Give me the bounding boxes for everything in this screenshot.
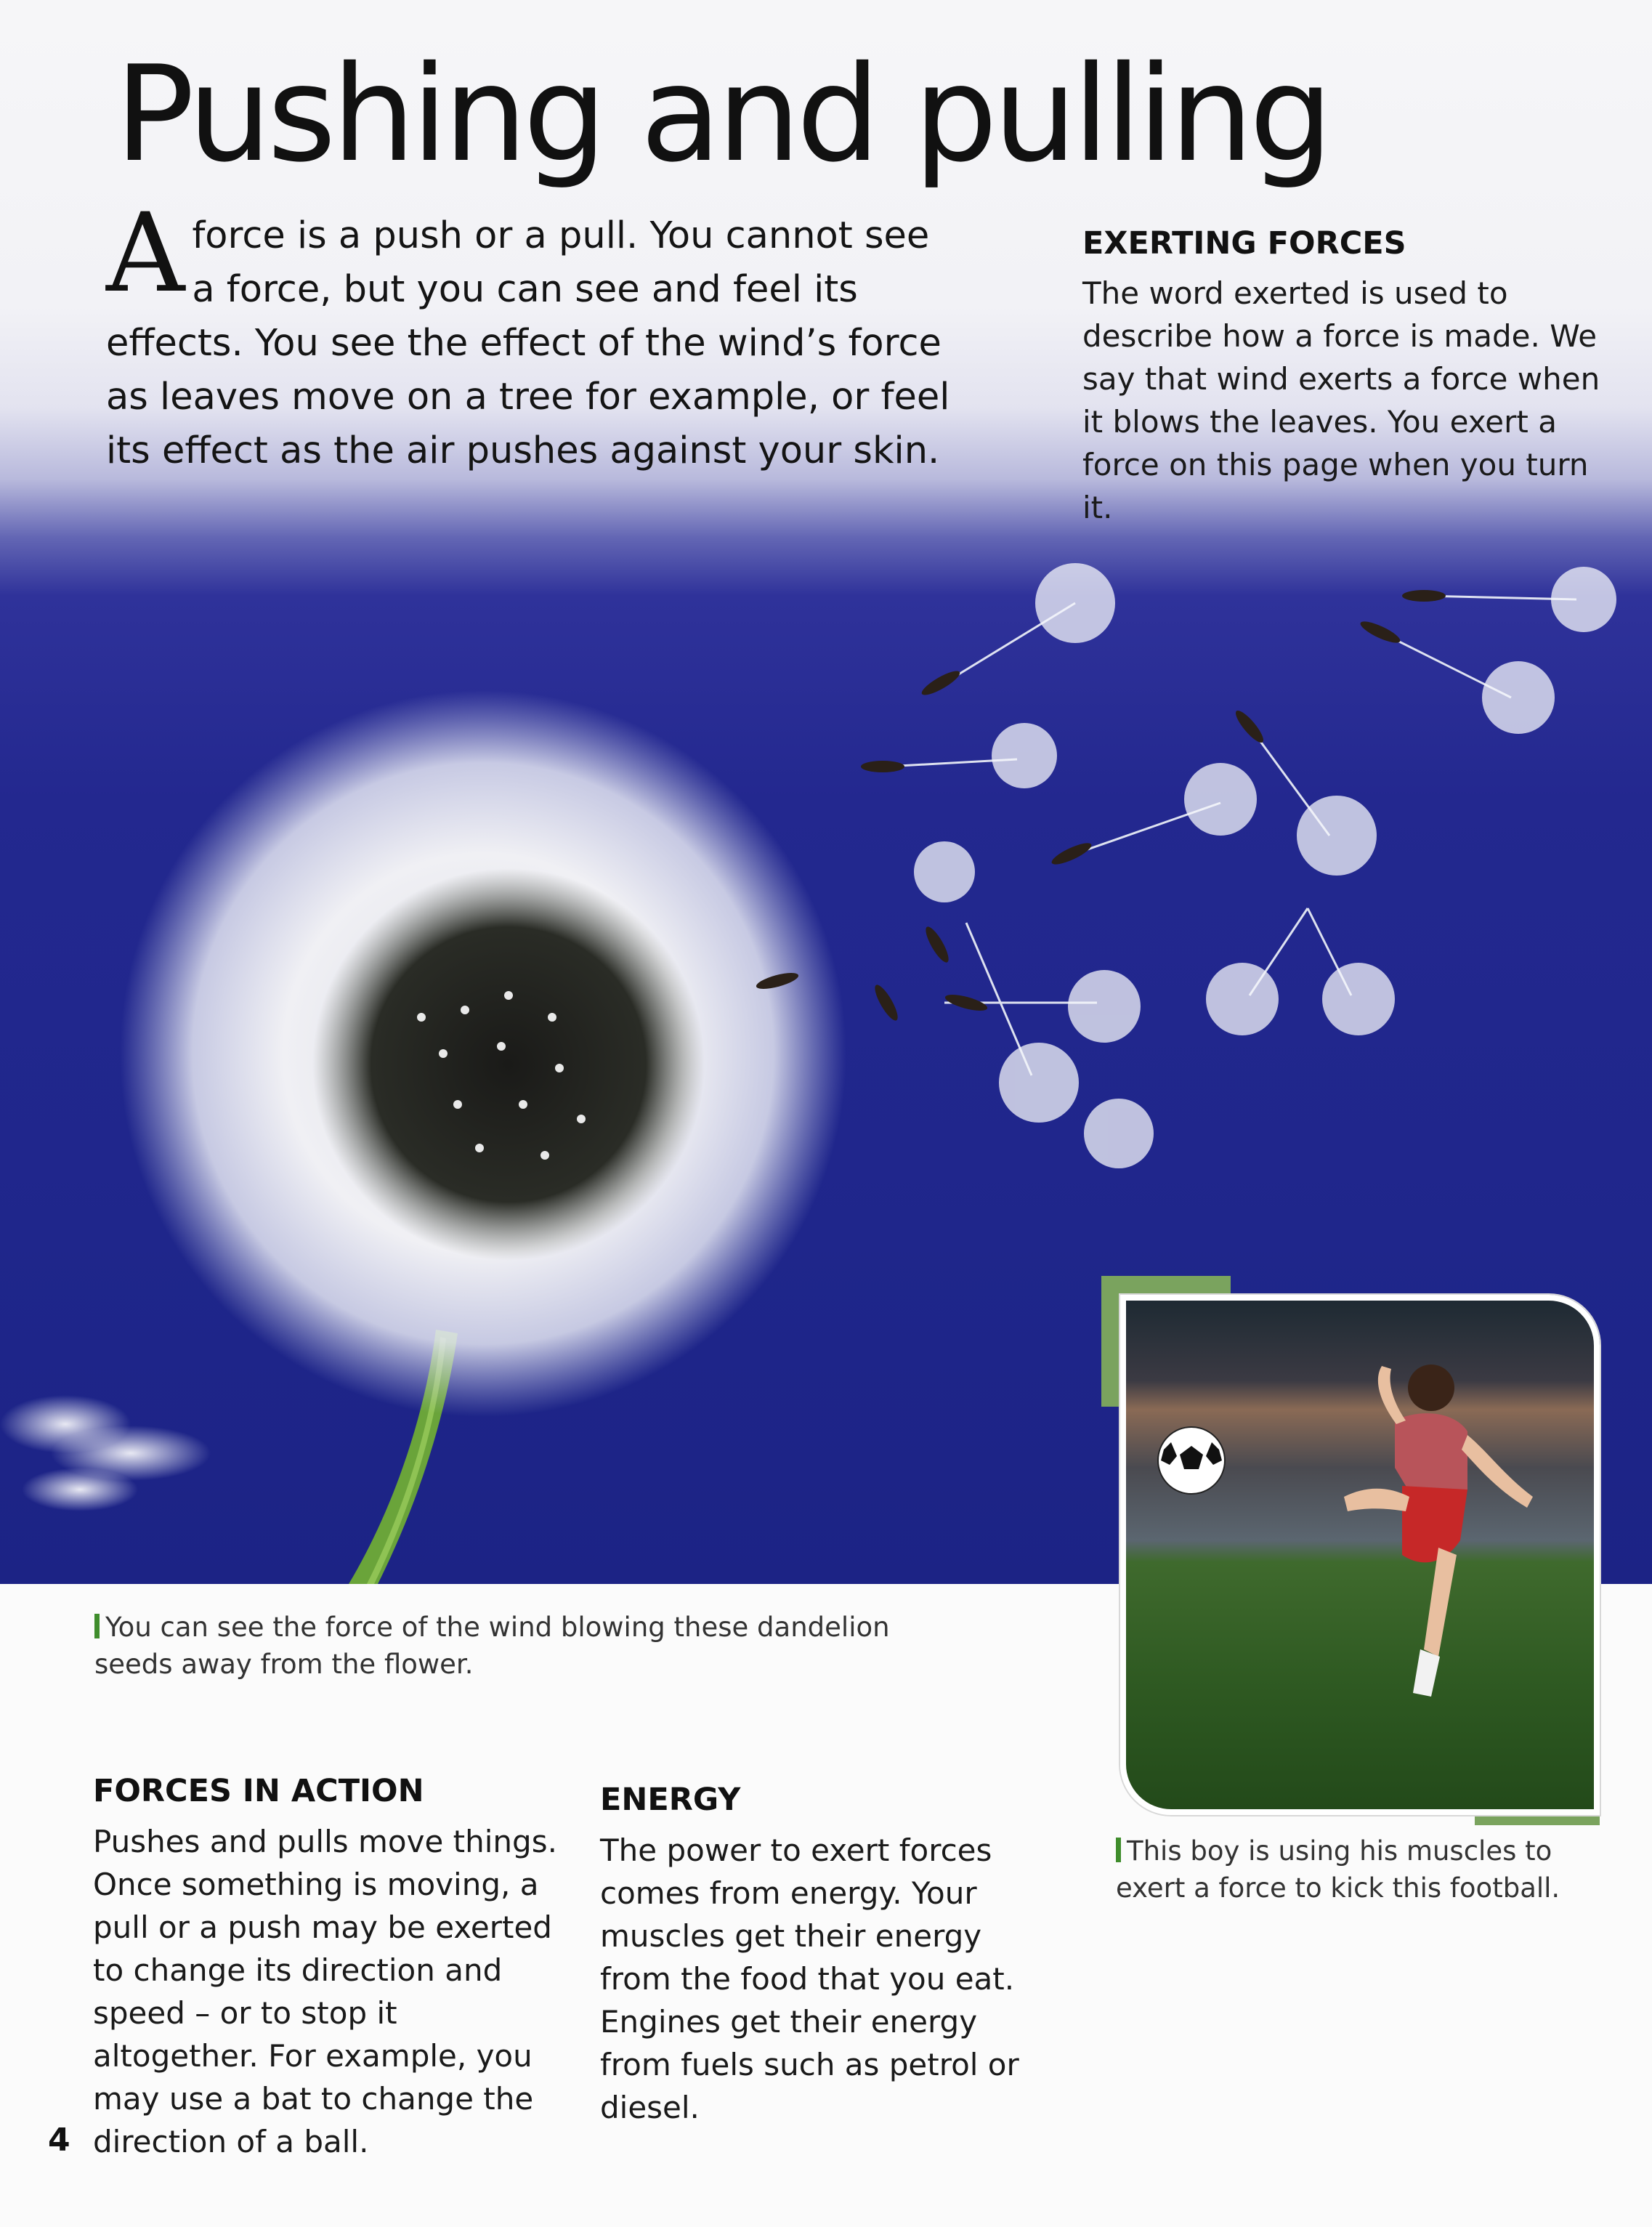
exerting-forces-body: The word exerted is used to describe how a force is made. We say that wind exerts a force when it blows the leaves. You exert a force on this page when you turn it. [1082,275,1600,525]
dandelion-caption [94,1609,915,1683]
exerting-forces-heading: EXERTING FORCES [1082,225,1406,262]
energy-heading: ENERGY [600,1782,741,1818]
football-photo [1120,1295,1600,1815]
page-number: 4 [48,2122,70,2159]
football-caption [1116,1832,1566,1907]
football-caption-text: This boy is using his muscles to exert a force to kick this football. [1116,1835,1560,1904]
page-title: Pushing and pulling [115,37,1329,191]
energy-body: The power to exert forces comes from energy. Your muscles get their energy from the food that you eat. Engines get their energy from fuels such as petrol or diesel. [600,1832,1019,2125]
football-scene [1126,1301,1594,1809]
caption-bar-icon [94,1614,100,1638]
intro-text: force is a push or a pull. You cannot see a force, but you can see and feel its effects. You see the effect of the wind’s force as leaves move on a tree for example, or feel its effect as the air pushes against your skin. [106,214,950,472]
intro-dropcap: A [106,190,185,317]
forces-in-action-body: Pushes and pulls move things. Once something is moving, a pull or a push may be exerted to change its direction and speed – or to stop it altogether. For example, you may use a bat to change the direction of a ball. [93,1824,557,2159]
forces-in-action-heading: FORCES IN ACTION [93,1773,424,1809]
intro-paragraph [106,190,956,478]
dandelion-caption-text: You can see the force of the wind blowing these dandelion seeds away from the flower. [94,1612,890,1680]
caption-bar-icon [1116,1838,1121,1862]
